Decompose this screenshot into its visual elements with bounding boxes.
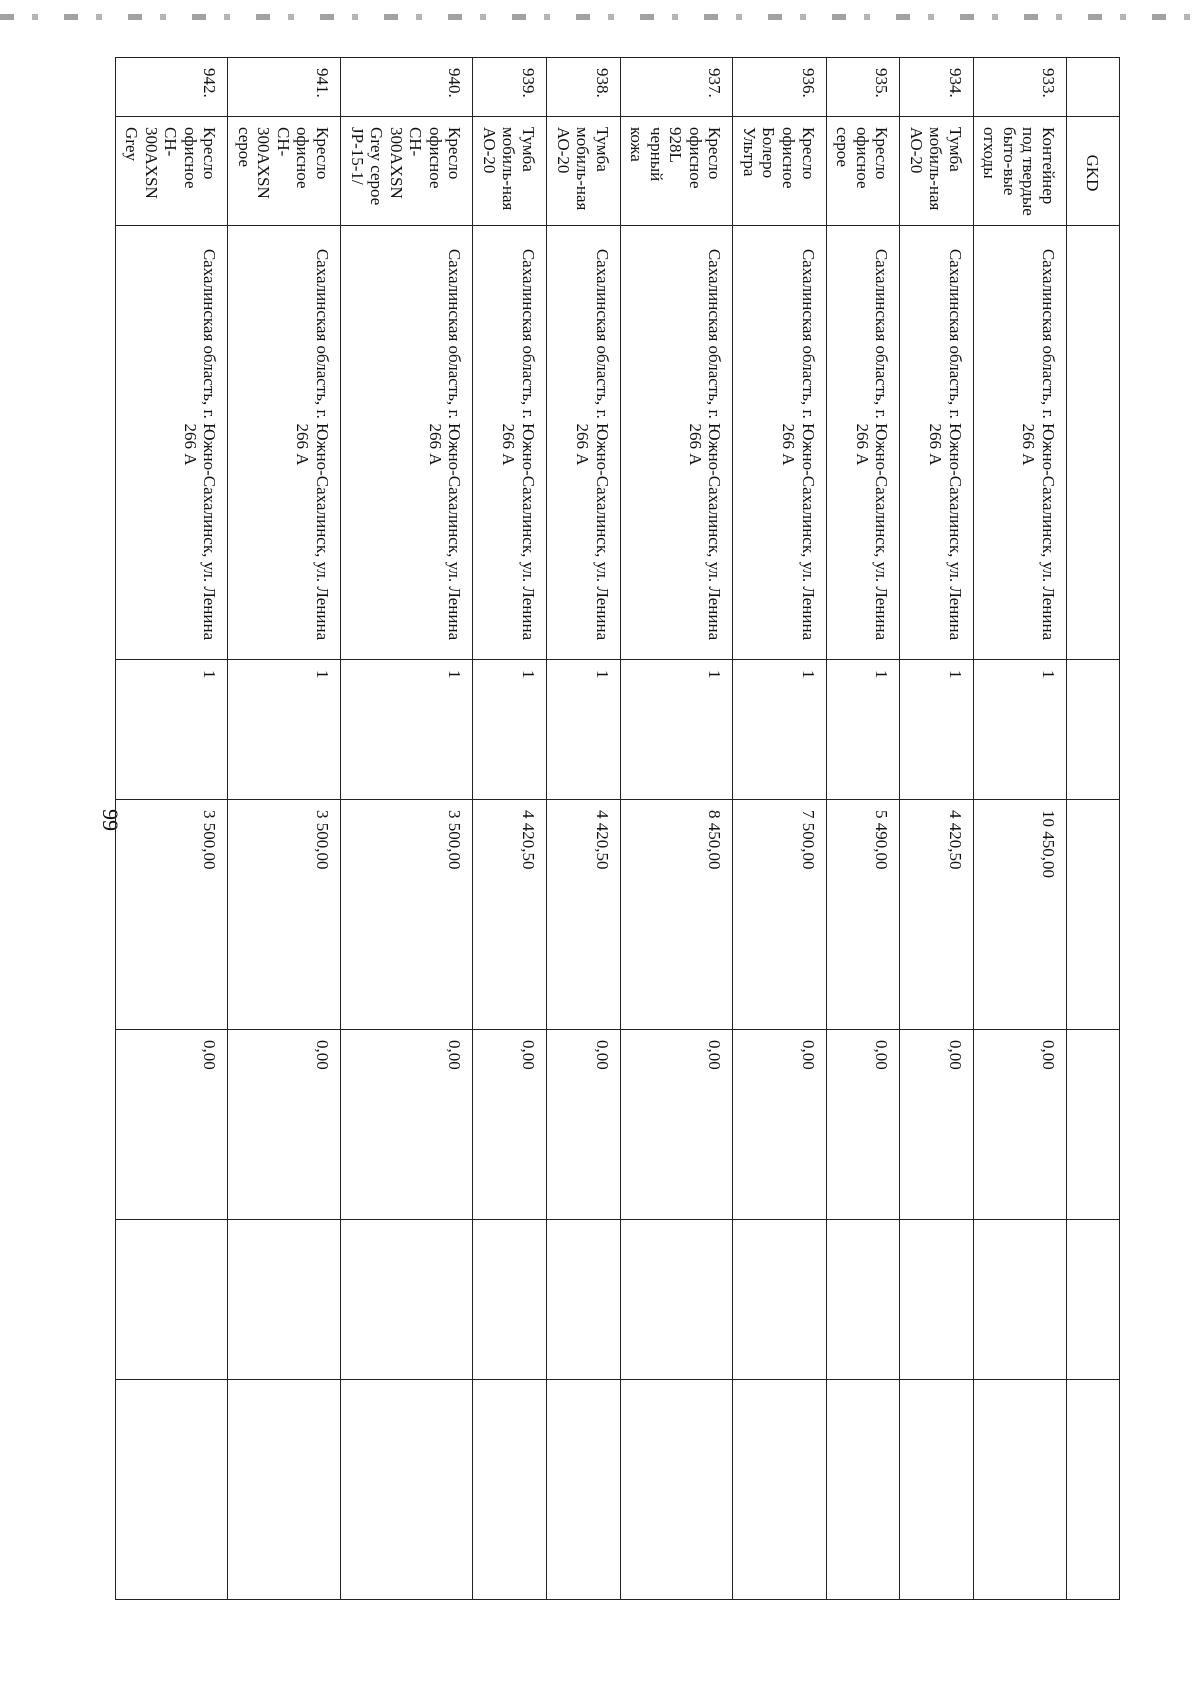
item-address: Сахалинская область, г. Южно-Сахалинск, ул. Ленина 266 А — [826, 226, 900, 660]
empty-cell — [900, 1380, 974, 1600]
empty-cell — [900, 1220, 974, 1380]
empty-cell — [620, 1220, 733, 1380]
table-row — [341, 58, 473, 1600]
table-row — [826, 58, 900, 1600]
table-header-row — [1067, 58, 1120, 1600]
column-header-0 — [1067, 58, 1120, 117]
table-row — [546, 58, 620, 1600]
row-number: 935. — [826, 58, 900, 117]
item-name: Кресло офисное серое — [826, 117, 900, 226]
item-quantity: 1 — [973, 660, 1066, 800]
item-quantity: 1 — [733, 660, 826, 800]
item-name: Кресло офисное CH-300AXSN Grey — [115, 117, 228, 226]
item-book-value: 3 500,00 — [228, 800, 341, 1030]
column-header-6 — [1067, 1220, 1120, 1380]
row-number: 940. — [341, 58, 473, 117]
column-header-3 — [1067, 660, 1120, 800]
empty-cell — [733, 1380, 826, 1600]
empty-cell — [546, 1220, 620, 1380]
column-header-7 — [1067, 1380, 1120, 1600]
inventory-sheet — [122, 57, 1120, 1599]
row-number: 942. — [115, 58, 228, 117]
empty-cell — [620, 1380, 733, 1600]
item-book-value: 4 420,50 — [546, 800, 620, 1030]
table-row — [620, 58, 733, 1600]
item-quantity: 1 — [620, 660, 733, 800]
item-quantity: 1 — [473, 660, 547, 800]
column-header-5 — [1067, 1030, 1120, 1220]
empty-cell — [115, 1380, 228, 1600]
item-quantity: 1 — [341, 660, 473, 800]
item-book-value: 8 450,00 — [620, 800, 733, 1030]
table-row — [228, 58, 341, 1600]
row-number: 941. — [228, 58, 341, 117]
column-header-2 — [1067, 226, 1120, 660]
item-name: Тумба мобиль-ная АО-20 — [900, 117, 974, 226]
empty-cell — [473, 1380, 547, 1600]
empty-cell — [115, 1220, 228, 1380]
table-row — [733, 58, 826, 1600]
item-address: Сахалинская область, г. Южно-Сахалинск, ул. Ленина 266 А — [973, 226, 1066, 660]
table-row — [973, 58, 1066, 1600]
empty-cell — [228, 1380, 341, 1600]
item-residual-value: 0,00 — [900, 1030, 974, 1220]
item-residual-value: 0,00 — [826, 1030, 900, 1220]
empty-cell — [228, 1220, 341, 1380]
item-residual-value: 0,00 — [620, 1030, 733, 1220]
empty-cell — [826, 1380, 900, 1600]
row-number: 938. — [546, 58, 620, 117]
item-name: Кресло офисное CH-300AXSN серое — [228, 117, 341, 226]
row-number: 939. — [473, 58, 547, 117]
item-residual-value: 0,00 — [473, 1030, 547, 1220]
item-residual-value: 0,00 — [546, 1030, 620, 1220]
empty-cell — [973, 1220, 1066, 1380]
item-quantity: 1 — [900, 660, 974, 800]
empty-cell — [341, 1380, 473, 1600]
item-address: Сахалинская область, г. Южно-Сахалинск, ул. Ленина 266 А — [900, 226, 974, 660]
item-book-value: 5 490,00 — [826, 800, 900, 1030]
item-address: Сахалинская область, г. Южно-Сахалинск, ул. Ленина 266 А — [228, 226, 341, 660]
row-number: 933. — [973, 58, 1066, 117]
item-quantity: 1 — [546, 660, 620, 800]
item-quantity: 1 — [115, 660, 228, 800]
item-residual-value: 0,00 — [733, 1030, 826, 1220]
item-quantity: 1 — [826, 660, 900, 800]
table-row — [115, 58, 228, 1600]
column-header-4 — [1067, 800, 1120, 1030]
item-address: Сахалинская область, г. Южно-Сахалинск, ул. Ленина 266 А — [546, 226, 620, 660]
item-book-value: 7 500,00 — [733, 800, 826, 1030]
empty-cell — [341, 1220, 473, 1380]
item-name: Тумба мобиль-ная АО-20 — [546, 117, 620, 226]
empty-cell — [546, 1380, 620, 1600]
empty-cell — [826, 1220, 900, 1380]
empty-cell — [733, 1220, 826, 1380]
item-residual-value: 0,00 — [115, 1030, 228, 1220]
table-body — [115, 58, 1066, 1600]
item-quantity: 1 — [228, 660, 341, 800]
row-number: 937. — [620, 58, 733, 117]
table-row — [473, 58, 547, 1600]
item-address: Сахалинская область, г. Южно-Сахалинск, ул. Ленина 266 А — [473, 226, 547, 660]
item-name: Кресло офисное CH-300AXSN Grey серое JP-15-1/ — [341, 117, 473, 226]
item-name: Кресло офисное Болеро Ультра — [733, 117, 826, 226]
item-name: Кресло офисное 928L черный кожа — [620, 117, 733, 226]
item-book-value: 3 500,00 — [115, 800, 228, 1030]
item-name: Тумба мобиль-ная АО-20 — [473, 117, 547, 226]
item-residual-value: 0,00 — [228, 1030, 341, 1220]
item-book-value: 4 420,50 — [473, 800, 547, 1030]
item-address: Сахалинская область, г. Южно-Сахалинск, ул. Ленина 266 А — [115, 226, 228, 660]
table-row — [900, 58, 974, 1600]
item-name: Контейнер под твердые быто-вые отходы — [973, 117, 1066, 226]
empty-cell — [473, 1220, 547, 1380]
item-residual-value: 0,00 — [973, 1030, 1066, 1220]
item-address: Сахалинская область, г. Южно-Сахалинск, ул. Ленина 266 А — [341, 226, 473, 660]
page-number: 99 — [98, 809, 123, 831]
item-book-value: 10 450,00 — [973, 800, 1066, 1030]
row-number: 934. — [900, 58, 974, 117]
item-residual-value: 0,00 — [341, 1030, 473, 1220]
empty-cell — [973, 1380, 1066, 1600]
item-book-value: 4 420,50 — [900, 800, 974, 1030]
row-number: 936. — [733, 58, 826, 117]
item-address: Сахалинская область, г. Южно-Сахалинск, ул. Ленина 266 А — [620, 226, 733, 660]
column-header-1: GKD — [1067, 117, 1120, 226]
scan-artifact-line — [0, 14, 1200, 20]
item-address: Сахалинская область, г. Южно-Сахалинск, ул. Ленина 266 А — [733, 226, 826, 660]
item-book-value: 3 500,00 — [341, 800, 473, 1030]
inventory-table — [115, 57, 1120, 1600]
